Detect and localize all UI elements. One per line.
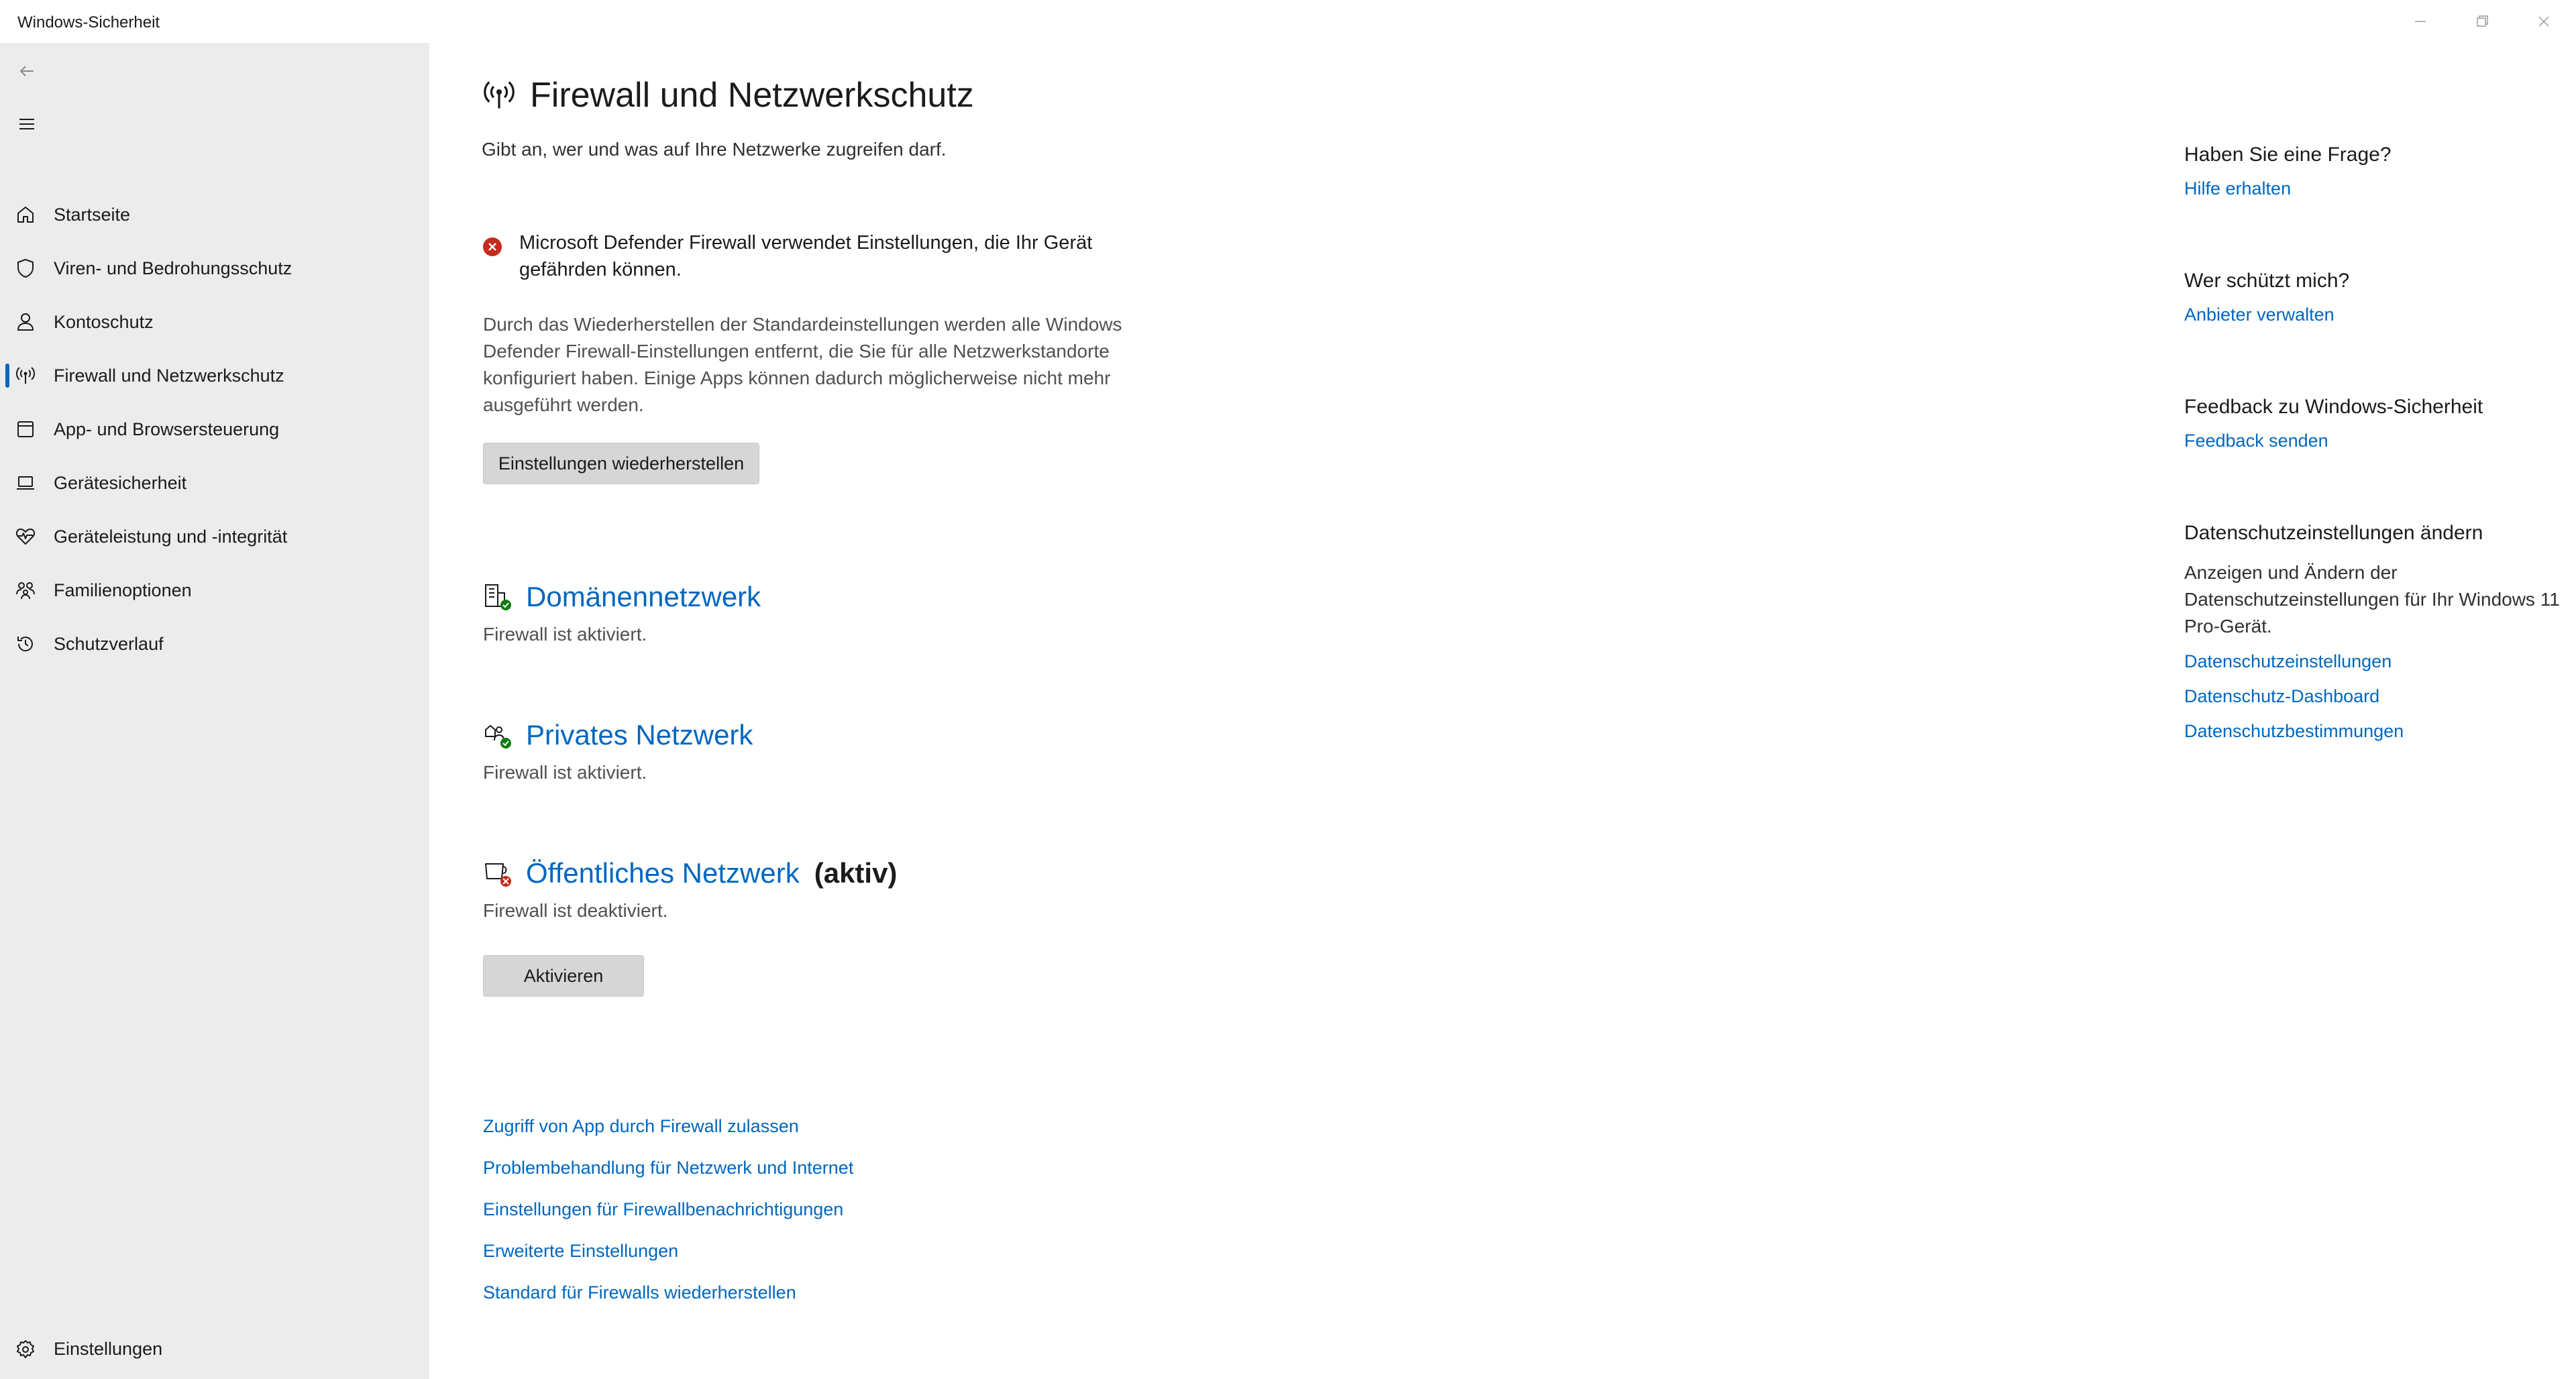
send-feedback-link[interactable]: Feedback senden bbox=[2184, 431, 2328, 451]
privacy-dashboard-link[interactable]: Datenschutz-Dashboard bbox=[2184, 686, 2380, 706]
window-title: Windows-Sicherheit bbox=[17, 13, 160, 32]
privacy-heading: Datenschutzeinstellungen ändern bbox=[2184, 522, 2483, 544]
antenna-icon bbox=[482, 78, 517, 113]
hamburger-icon bbox=[16, 113, 38, 135]
privacy-statement-link[interactable]: Datenschutzbestimmungen bbox=[2184, 721, 2404, 741]
firewall-links bbox=[483, 1105, 853, 1313]
public-network-icon bbox=[483, 859, 513, 888]
shield-icon bbox=[15, 258, 36, 279]
person-icon bbox=[15, 311, 36, 333]
sidebar-item-label: Viren- und Bedrohungsschutz bbox=[54, 258, 292, 278]
allow-app-link[interactable]: Zugriff von App durch Firewall zulassen bbox=[483, 1116, 799, 1136]
activate-button[interactable]: Aktivieren bbox=[483, 955, 644, 997]
history-icon bbox=[15, 633, 36, 655]
private-network-section bbox=[483, 715, 753, 783]
menu-button[interactable] bbox=[12, 109, 42, 139]
feedback-block bbox=[2184, 396, 2560, 451]
domain-network-section bbox=[483, 577, 761, 645]
minimize-icon bbox=[2412, 13, 2428, 30]
page-title: Firewall und Netzwerkschutz bbox=[530, 76, 974, 115]
notification-settings-link[interactable]: Einstellungen für Firewallbenachrichtigungen bbox=[483, 1199, 844, 1219]
page-header bbox=[482, 75, 974, 115]
feedback-heading: Feedback zu Windows-Sicherheit bbox=[2184, 396, 2483, 418]
domain-network-link[interactable]: Domänennetzwerk bbox=[526, 581, 761, 612]
question-heading: Haben Sie eine Frage? bbox=[2184, 144, 2392, 166]
sidebar-item-label: Gerätesicherheit bbox=[54, 472, 187, 493]
error-icon bbox=[482, 236, 503, 258]
private-network-icon bbox=[483, 720, 513, 750]
manage-providers-link[interactable]: Anbieter verwalten bbox=[2184, 305, 2334, 325]
domain-network-status: Firewall ist aktiviert. bbox=[483, 624, 647, 645]
sidebar-item-firewall[interactable] bbox=[0, 349, 429, 402]
page-subtitle: Gibt an, wer und was auf Ihre Netzwerke zugreifen darf. bbox=[482, 139, 947, 160]
sidebar-item-label: App- und Browsersteuerung bbox=[54, 419, 280, 439]
sidebar-item-einstellungen[interactable] bbox=[0, 1323, 429, 1376]
family-icon bbox=[15, 580, 36, 601]
app-window-icon bbox=[15, 419, 36, 440]
nav-list bbox=[0, 188, 429, 671]
close-button[interactable] bbox=[2513, 7, 2575, 36]
active-network-tag: (aktiv) bbox=[814, 857, 898, 889]
back-button[interactable] bbox=[12, 56, 42, 86]
title-bar bbox=[0, 0, 2576, 43]
restore-settings-button[interactable]: Einstellungen wiederherstellen bbox=[483, 443, 759, 484]
sidebar-item-label: Familienoptionen bbox=[54, 580, 192, 600]
private-network-link[interactable]: Privates Netzwerk bbox=[526, 719, 753, 751]
antenna-icon bbox=[15, 365, 36, 386]
main-content bbox=[429, 43, 2133, 1379]
protector-heading: Wer schützt mich? bbox=[2184, 270, 2350, 292]
private-network-status: Firewall ist aktiviert. bbox=[483, 762, 647, 783]
restore-button[interactable] bbox=[2451, 7, 2513, 36]
sidebar-item-label: Startseite bbox=[54, 204, 131, 225]
sidebar bbox=[0, 43, 429, 1379]
public-network-link[interactable]: Öffentliches Netzwerk bbox=[526, 857, 800, 889]
sidebar-item-label: Einstellungen bbox=[54, 1339, 163, 1359]
close-icon bbox=[2536, 13, 2552, 30]
question-block bbox=[2184, 144, 2560, 199]
laptop-icon bbox=[15, 472, 36, 494]
sidebar-item-label: Schutzverlauf bbox=[54, 633, 164, 654]
sidebar-item-geraetesicherheit[interactable] bbox=[0, 456, 429, 510]
home-icon bbox=[15, 204, 36, 225]
restore-icon bbox=[2474, 13, 2490, 30]
minimize-button[interactable] bbox=[2390, 7, 2451, 36]
advanced-settings-link[interactable]: Erweiterte Einstellungen bbox=[483, 1241, 679, 1261]
public-network-section bbox=[483, 853, 897, 922]
domain-network-icon bbox=[483, 582, 513, 612]
privacy-block bbox=[2184, 522, 2560, 749]
restore-defaults-link[interactable]: Standard für Firewalls wiederherstellen bbox=[483, 1282, 796, 1303]
sidebar-item-label: Firewall und Netzwerkschutz bbox=[54, 365, 284, 386]
sidebar-item-kontoschutz[interactable] bbox=[0, 295, 429, 349]
get-help-link[interactable]: Hilfe erhalten bbox=[2184, 178, 2292, 199]
privacy-settings-link[interactable]: Datenschutzeinstellungen bbox=[2184, 651, 2392, 671]
gear-icon bbox=[15, 1339, 36, 1360]
warning-title: Microsoft Defender Firewall verwendet Einstellungen, die Ihr Gerät gefährden können. bbox=[519, 232, 1093, 280]
sidebar-item-familienoptionen[interactable] bbox=[0, 563, 429, 617]
sidebar-item-schutzverlauf[interactable] bbox=[0, 617, 429, 671]
sidebar-item-viren[interactable] bbox=[0, 241, 429, 295]
sidebar-item-geraeteleistung[interactable] bbox=[0, 510, 429, 563]
public-network-status: Firewall ist deaktiviert. bbox=[483, 900, 668, 921]
back-arrow-icon bbox=[16, 60, 38, 82]
troubleshoot-link[interactable]: Problembehandlung für Netzwerk und Internet bbox=[483, 1158, 854, 1178]
heart-pulse-icon bbox=[15, 526, 36, 547]
privacy-text: Anzeigen und Ändern der Datenschutzeinstellungen für Ihr Windows 11 Pro-Gerät. bbox=[2184, 562, 2560, 637]
protector-block bbox=[2184, 270, 2560, 325]
sidebar-item-label: Kontoschutz bbox=[54, 311, 154, 332]
sidebar-item-startseite[interactable] bbox=[0, 188, 429, 241]
warning-description: Durch das Wiederherstellen der Standardeinstellungen werden alle Windows Defender Firewall-Einstellungen entfernt, die Sie für alle Netzwerkstandorte konfiguriert haben. Einige Apps können dadurch möglicherweise nicht mehr ausgeführt werden. bbox=[483, 314, 1122, 415]
active-indicator bbox=[5, 364, 9, 388]
sidebar-item-app-browser[interactable] bbox=[0, 402, 429, 456]
sidebar-item-label: Geräteleistung und -integrität bbox=[54, 526, 288, 547]
